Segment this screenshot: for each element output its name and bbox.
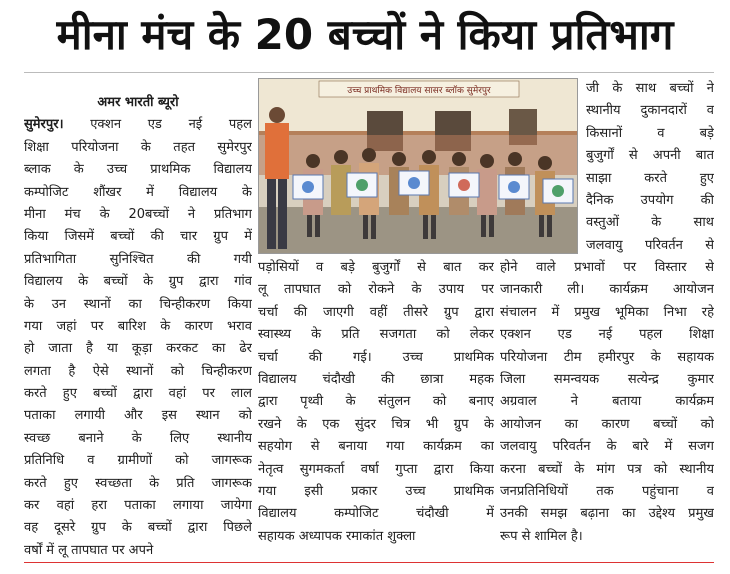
col2-line: विद्यालय कम्पोजिट चंदौखी में — [258, 506, 494, 522]
col3-top-line: जलवायु परिवर्तन से — [586, 237, 714, 253]
col1-line: प्रतिभागिता सुनिश्चित की गयी — [24, 251, 252, 267]
col3-line: अग्रवाल ने बताया कार्यक्रम — [500, 394, 714, 410]
col3-line: जिला समन्वयक सत्येन्द्र कुमार — [500, 371, 714, 387]
col2-line: रखने के एक सुंदर चित्र भी ग्रुप के — [258, 416, 494, 432]
top-rule — [24, 72, 714, 73]
col3-top-line: वस्तुओं के साथ — [586, 215, 714, 231]
col1-line: हो जाता है या कूड़ा करकट का ढेर — [24, 341, 252, 357]
col3-top-line: बुजुर्गों से अपनी बात — [586, 148, 714, 164]
col3-top-line: स्थानीय दुकानदारों व — [586, 103, 714, 119]
col1-line: मीना मंच के 20बच्चों ने प्रतिभाग — [24, 206, 252, 222]
col1-line — [24, 114, 252, 136]
col2-line: चर्चा की गई। उच्च प्राथमिक — [258, 349, 494, 365]
col1-line: शिक्षा परियोजना के तहत सुमेरपुर — [24, 139, 252, 155]
col1-line: करते हुए बच्चों द्वारा वहां पर लाल — [24, 386, 252, 402]
dateline: सुमेरपुर। — [24, 117, 64, 133]
bottom-rule — [24, 562, 714, 563]
column-1 — [24, 92, 252, 562]
column-2 — [258, 257, 494, 548]
col3-line: रूप से शामिल है। — [500, 528, 583, 544]
col2-line: सहयोग से बनाया गया कार्यक्रम का — [258, 439, 494, 455]
col3-line: जानकारी ली। कार्यक्रम आयोजन — [500, 282, 714, 298]
col1-line: कम्पोजिट शौंखर में विद्यालय के — [24, 184, 252, 200]
col3-line: करना बच्चों के मांग पत्र को स्थानीय — [500, 461, 714, 477]
col3-top-line: जी के साथ बच्चों ने — [586, 81, 714, 96]
column-3-top — [586, 78, 714, 257]
col3-top-line: साझा करते हुए — [586, 170, 714, 186]
col2-line: द्वारा पृथ्वी के संतुलन को बनाए — [258, 394, 494, 410]
school-children-photo — [259, 79, 578, 254]
col2-line: चर्चा की जाएगी वहीं तीसरे ग्रुप द्वारा — [258, 304, 494, 320]
col3-top-line: किसानों व बड़े — [586, 125, 714, 141]
col1-line: स्वच्छ बनाने के लिए स्थानीय — [24, 430, 252, 446]
column-3 — [500, 257, 714, 548]
col1-line: किया जिसमें बच्चों की चार ग्रुप में — [24, 229, 252, 245]
col1-line: वर्षों में लू तापघात पर अपने — [24, 542, 154, 558]
news-photo — [258, 78, 578, 254]
byline: अमर भारती ब्यूरो — [97, 95, 179, 110]
col1-line: वह दूसरे ग्रुप के बच्चों द्वारा पिछले — [24, 520, 252, 536]
col1-line: लगता है ऐसे स्थानों को चिन्हीकरण — [24, 363, 252, 379]
col1-line: प्रतिनिधि व ग्रामीणों को जागरूक — [24, 453, 252, 469]
col3-line: होने वाले प्रभावों पर विस्तार से — [500, 260, 714, 275]
banner-text: उच्च प्राथमिक विद्यालय सासर ब्लॉक सुमेरपुर — [347, 86, 491, 96]
col3-line: जलवायु परिवर्तन के बारे में सजग — [500, 439, 714, 455]
col3-line: परियोजना टीम हमीरपुर के सहायक — [500, 349, 714, 365]
col1-line: गया जहां पर बारिश के कारण भराव — [24, 318, 252, 334]
col3-line: जनप्रतिनिधियों तक पहुंचाना व — [500, 483, 714, 499]
col2-line: नेतृत्व सुगमकर्ता वर्षा गुप्ता द्वारा किया — [258, 461, 494, 477]
col1-line: पताका लगायी और इस स्थान को — [24, 408, 252, 424]
col2-line: पड़ोसियों व बड़े बुजुर्गों से बात कर — [258, 260, 494, 275]
col2-line: विद्यालय चंदौखी की छात्रा महक — [258, 371, 494, 387]
col3-line: आयोजन का कारण बच्चों को — [500, 416, 714, 432]
col1-line: करते हुए स्वच्छता के प्रति जागरूक — [24, 475, 252, 491]
col1-line: कर वहां हरा पताका लगाया जायेगा — [24, 498, 252, 514]
col1-line: विद्यालय के बच्चों के ग्रुप द्वारा गांव — [24, 274, 252, 290]
col3-line: संचालन में प्रमुख भूमिका निभा रहे — [500, 304, 714, 320]
headline: मीना मंच के 20 बच्चों ने किया प्रतिभाग — [56, 10, 674, 59]
col1-line: ब्लाक के उच्च प्राथमिक विद्यालय — [24, 162, 252, 178]
col3-line: एक्शन एड नई पहल शिक्षा — [500, 327, 714, 343]
col3-line: उनकी समझ बढ़ाना का उद्देश्य प्रमुख — [500, 506, 714, 522]
col3-top-line: दैनिक उपयोग की — [586, 192, 714, 208]
col2-line: स्वास्थ्य के प्रति सजगता को लेकर — [258, 327, 494, 343]
col1-line-text: एक्शन एड नई पहल — [63, 117, 252, 133]
col2-line: सहायक अध्यापक रमाकांत शुक्ला — [258, 528, 416, 544]
col2-line: लू तापघात को रोकने के उपाय पर — [258, 282, 494, 298]
col1-line: के उन स्थानों का चिन्हीकरण किया — [24, 296, 252, 312]
col2-line: गया इसी प्रकार उच्च प्राथमिक — [258, 483, 494, 499]
